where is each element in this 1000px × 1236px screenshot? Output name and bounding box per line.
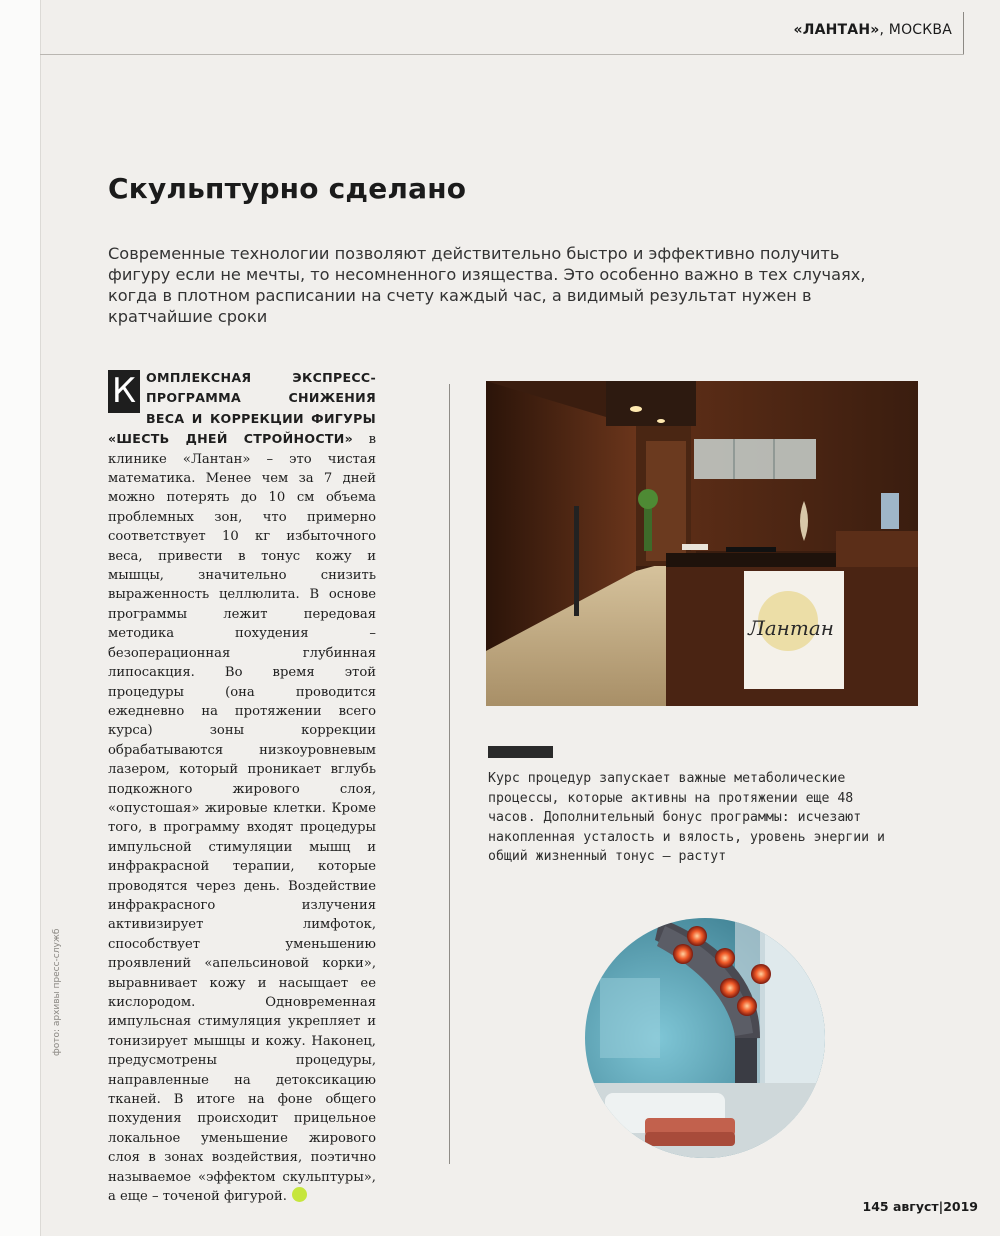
article-body (108, 368, 376, 1206)
end-mark-icon (292, 1187, 307, 1202)
lantan-logo-text: Лантан (748, 616, 834, 640)
header-rule (40, 54, 964, 55)
article-title: Скульптурно сделано (108, 172, 467, 205)
photo-caption: Курс процедур запускает важные метаболические процессы, которые активны на протяжении еще 48 часов. Дополнительный бонус программы: исчезают накопленная усталость и вялость, уровень энергии и общий жизненный тонус – растут (488, 771, 885, 865)
clinic-lobby-photo (486, 381, 918, 706)
drop-cap: К (108, 370, 140, 413)
body-text: в клинике «Лантан» – это чистая математика. Менее чем за 7 дней можно потерять до 10 см объема проблемных зон, что примерно соответствует 10 кг избыточного веса, привести в тонус кожу и мышцы, значительно снизить выраженность целлюлита. В основе программы лежит передовая методика похудения – безоперационная глубинная липосакция. Во время этой процедуры (она проводится ежедневно на протяжении всего курса) зоны коррекции обрабатываются низкоуровневым лазером, который проникает вглубь подкожного жирового слоя, «опустошая» жировые клетки. Кроме того, в программу входят процедуры импульсной стимуляции мышц и инфракрасной терапии, которые проводятся через день. Воздействие инфракрасного излучения активизирует лимфоток, способствует уменьшению проявлений «апельсиновой корки», выравнивает кожу и насыщает ее кислородом. Одновременная импульсная стимуляция укрепляет и тонизирует мышцы и кожу. Наконец, предусмотрены процедуры, направленные на детоксикацию тканей. В итоге на фоне общего похудения происходит прицельное локальное уменьшение жирового слоя в зонах воздействия, поэтично называемое «эффектом скульптуры», а еще – точеной фигурой. (108, 432, 377, 1205)
photo-credit: фото: архивы пресс-служб (52, 928, 62, 1056)
column-rule (449, 384, 450, 1164)
infrared-device-photo (585, 918, 825, 1158)
page-edge (0, 0, 41, 1236)
caption-marker (488, 746, 553, 758)
running-head (794, 22, 952, 38)
running-head-city: , МОСКВА (879, 22, 952, 38)
header-vertical-rule (963, 12, 964, 55)
page-folio: 145 август|2019 (862, 1199, 978, 1214)
article-lead: Современные технологии позволяют действительно быстро и эффективно получить фигуру если не мечты, то несомненного изящества. Это особенно важно в тех случаях, когда в плотном расписании на счету каждый час, а видимый результат нужен в кратчайшие сроки (108, 244, 866, 326)
intro-caps: ОМПЛЕКСНАЯ ЭКСПРЕСС-ПРОГРАММА СНИЖЕНИЯ ВЕСА И КОРРЕКЦИИ ФИГУРЫ «ШЕСТЬ ДНЕЙ СТРОЙНОСТИ» (108, 370, 376, 447)
running-head-brand: «ЛАНТАН» (793, 22, 880, 38)
